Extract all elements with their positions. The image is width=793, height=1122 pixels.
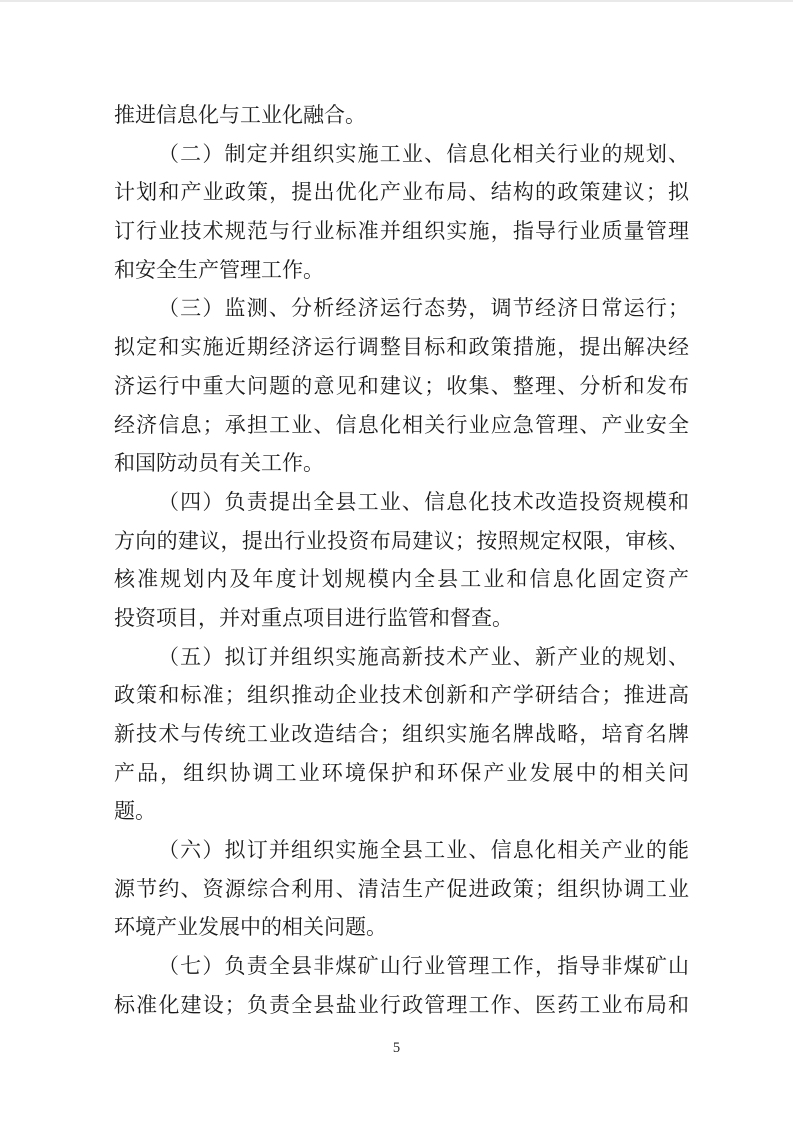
page-top-edge-line <box>0 0 793 2</box>
text-line: （三）监测、分析经济运行态势，调节经济日常运行； <box>158 296 689 321</box>
text-line: 和国防动员有关工作。 <box>114 451 324 476</box>
text-line: （七）负责全县非煤矿山行业管理工作，指导非煤矿山 <box>158 954 689 979</box>
text-line: 源节约、资源综合利用、清洁生产促进政策；组织协调工业 <box>114 876 689 901</box>
text-line: 投资项目，并对重点项目进行监管和督查。 <box>114 605 513 630</box>
text-line: 和安全生产管理工作。 <box>114 257 324 282</box>
text-line: 题。 <box>114 799 156 824</box>
text-line: 推进信息化与工业化融合。 <box>114 103 366 127</box>
text-line: 经济信息；承担工业、信息化相关行业应急管理、产业安全 <box>114 412 689 437</box>
document-body-text <box>114 96 689 1025</box>
text-line: 政策和标准；组织推动企业技术创新和产学研结合；推进高 <box>114 683 689 708</box>
text-line: 拟定和实施近期经济运行调整目标和政策措施，提出解决经 <box>114 335 689 360</box>
text-line: 核准规划内及年度计划规模内全县工业和信息化固定资产 <box>114 567 689 592</box>
text-line: 济运行中重大问题的意见和建议；收集、整理、分析和发布 <box>114 373 689 398</box>
text-line: （六）拟订并组织实施全县工业、信息化相关产业的能 <box>158 838 689 863</box>
text-line: 订行业技术规范与行业标准并组织实施，指导行业质量管理 <box>114 219 689 244</box>
text-line: （五）拟订并组织实施高新技术产业、新产业的规划、 <box>158 644 689 669</box>
page-number: 5 <box>392 1040 401 1056</box>
text-line: 环境产业发展中的相关问题。 <box>114 915 387 940</box>
text-line: （二）制定并组织实施工业、信息化相关行业的规划、 <box>158 141 689 166</box>
text-line: 标准化建设；负责全县盐业行政管理工作、医药工业布局和 <box>114 992 689 1017</box>
text-line: 新技术与传统工业改造结合；组织实施名牌战略，培育名牌 <box>114 722 689 746</box>
text-line: 方向的建议，提出行业投资布局建议；按照规定权限，审核、 <box>114 528 689 553</box>
text-line: 计划和产业政策，提出优化产业布局、结构的政策建议；拟 <box>114 180 689 205</box>
text-line: 产品，组织协调工业环境保护和环保产业发展中的相关问 <box>114 760 689 785</box>
text-line: （四）负责提出全县工业、信息化技术改造投资规模和 <box>158 489 689 514</box>
